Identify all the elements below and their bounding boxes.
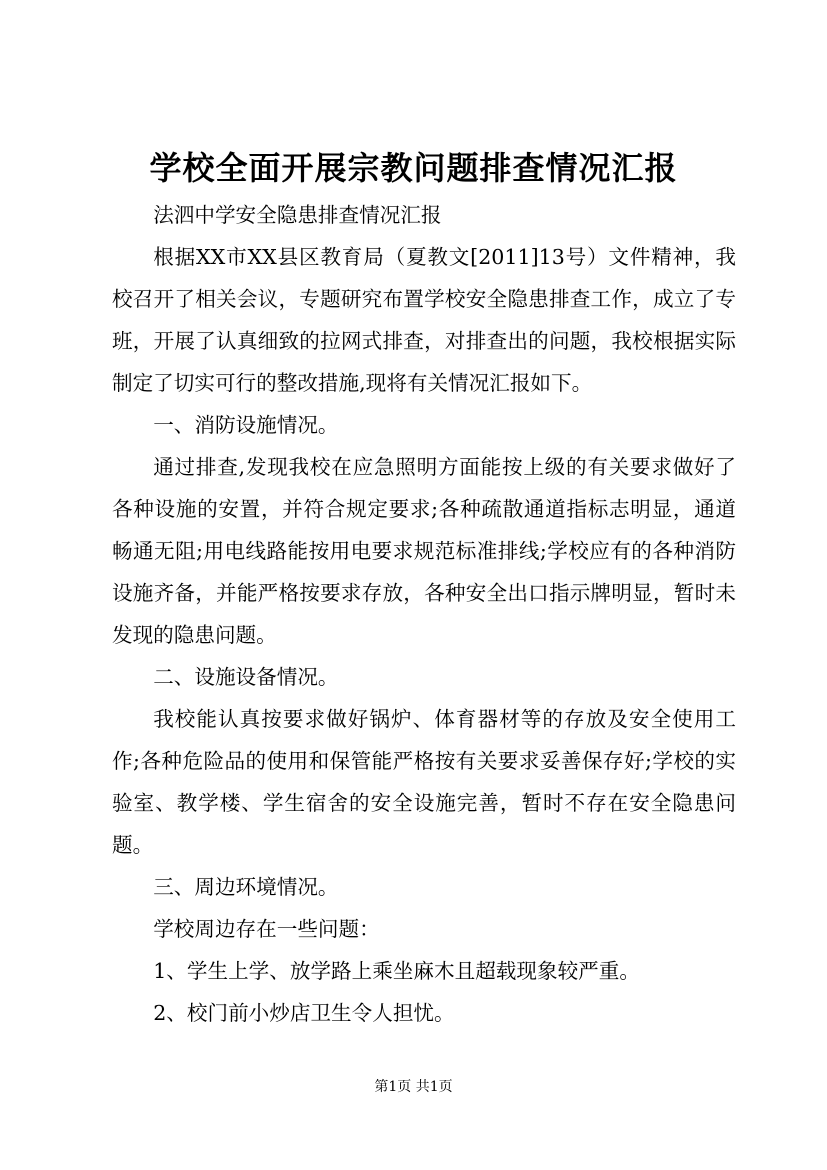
document-body bbox=[112, 194, 736, 1034]
intro-paragraph: 根据XX市XX县区教育局（夏教文[2011]13号）文件精神，我校召开了相关会议，专题研究布置学校安全隐患排查工作，成立了专班，开展了认真细致的拉网式排查，对排查出的问题，我校根据实际制定了切实可行的整改措施,现将有关情况汇报如下。 bbox=[112, 245, 736, 395]
fire-paragraph: 通过排查,发现我校在应急照明方面能按上级的有关要求做好了各种设施的安置，并符合规定要求;各种疏散通道指标志明显，通道畅通无阻;用电线路能按用电要求规范标准排线;学校应有的各种消防设施齐备，并能严格按要求存放，各种安全出口指示牌明显，暂时未发现的隐患问题。 bbox=[112, 455, 736, 647]
subtitle-paragraph: 法泗中学安全隐患排查情况汇报 bbox=[153, 203, 442, 227]
list-item-2: 2、校门前小炒店卫生令人担忧。 bbox=[153, 1001, 455, 1025]
environment-intro-paragraph: 学校周边存在一些问题： bbox=[153, 917, 380, 941]
page-footer: 第1页 共1页 bbox=[374, 1079, 453, 1095]
section-heading-environment: 三、周边环境情况。 bbox=[153, 875, 339, 899]
list-item-1: 1、学生上学、放学路上乘坐麻木且超载现象较严重。 bbox=[153, 959, 640, 983]
document-title: 学校全面开展宗教问题排查情况汇报 bbox=[149, 149, 678, 187]
section-heading-facilities: 二、设施设备情况。 bbox=[153, 665, 339, 689]
facilities-paragraph: 我校能认真按要求做好锅炉、体育器材等的存放及安全使用工作;各种危险品的使用和保管能严格按有关要求妥善保存好;学校的实验室、教学楼、学生宿舍的安全设施完善，暂时不存在安全隐患问题。 bbox=[112, 707, 736, 857]
section-heading-fire: 一、消防设施情况。 bbox=[153, 413, 339, 437]
